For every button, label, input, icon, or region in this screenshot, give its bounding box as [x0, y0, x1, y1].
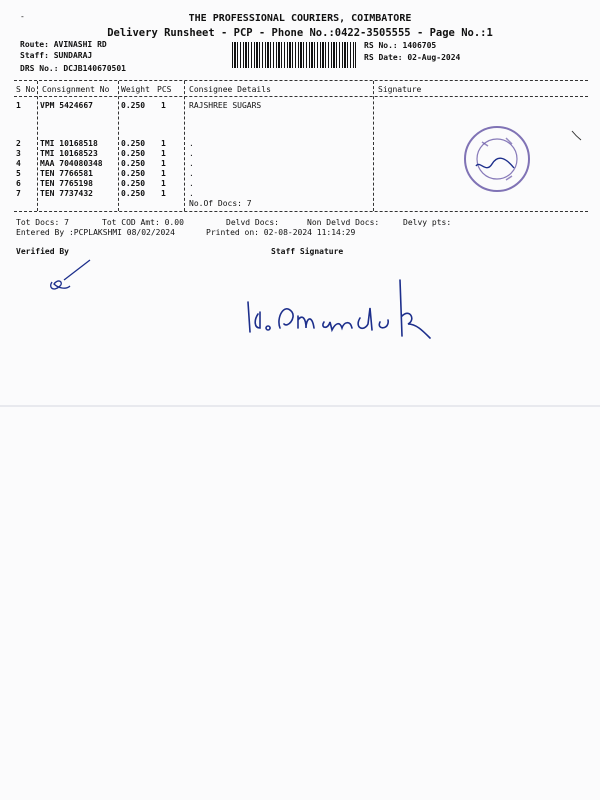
table-cell-weight: 0.250 [121, 139, 146, 148]
col-divider [37, 81, 38, 211]
pcs-column [161, 139, 166, 199]
table-cell-pcs: 1 [161, 149, 166, 158]
col-divider [184, 81, 185, 211]
sno-column [16, 139, 21, 199]
consignment-column [40, 139, 103, 199]
drs-number: DRS No.: DCJB140670501 [20, 64, 126, 73]
table-cell-pcs: 1 [161, 169, 166, 178]
table-cell-consignee: . [189, 189, 194, 198]
staff-label: Staff: SUNDARAJ [20, 51, 93, 60]
delivered-docs: Delvd Docs: [226, 218, 279, 227]
scan-artifact [0, 405, 600, 407]
table-cell-consignment: TEN 7737432 [40, 189, 93, 198]
header-signature: Signature [378, 85, 422, 94]
table-cell-consignment: TMI 10168518 [40, 139, 98, 148]
verified-by-label: Verified By [16, 247, 69, 256]
route-label: Route: AVINASHI RD [20, 40, 107, 49]
table-cell-pcs: 1 [161, 139, 166, 148]
table-top-rule [14, 80, 588, 81]
table-cell-consignee: RAJSHREE SUGARS [189, 101, 262, 110]
company-stamp [462, 124, 532, 194]
col-divider [373, 81, 374, 211]
table-cell-pcs: 1 [161, 189, 166, 198]
table-cell-pcs: 1 [161, 101, 166, 110]
pen-tick-mark [570, 128, 584, 142]
no-of-docs: No.Of Docs: 7 [189, 199, 252, 208]
table-cell-sno: 6 [16, 179, 21, 188]
table-cell-consignee: . [189, 149, 194, 158]
table-cell-consignee: . [189, 139, 194, 148]
rs-date: RS Date: 02-Aug-2024 [364, 53, 461, 62]
weight-column [121, 139, 145, 199]
staff-signature-mark [240, 272, 440, 352]
table-cell-consignment: TEN 7765198 [40, 179, 93, 188]
staff-signature-label: Staff Signature [271, 247, 344, 256]
table-cell-weight: 0.250 [121, 189, 146, 198]
tot-cod-amount: Tot COD Amt: 0.00 [102, 218, 184, 227]
table-cell-pcs: 1 [161, 159, 166, 168]
delivery-points: Delvy pts: [403, 218, 452, 227]
non-delivered-docs: Non Delvd Docs: [307, 218, 380, 227]
table-cell-consignment: MAA 704080348 [40, 159, 103, 168]
header-consignee: Consignee Details [189, 85, 271, 94]
header-weight: Weight [121, 85, 150, 94]
verifier-initial-mark [44, 258, 96, 298]
company-title: THE PROFESSIONAL COURIERS, COIMBATORE [188, 13, 412, 24]
table-cell-consignment: TEN 7766581 [40, 169, 93, 178]
runsheet-subtitle: Delivery Runsheet - PCP - Phone No.:0422-3505555 - Page No.:1 [107, 27, 493, 39]
table-cell-weight: 0.250 [121, 159, 146, 168]
table-cell-sno: 5 [16, 169, 21, 178]
barcode [232, 42, 356, 68]
printed-on: Printed on: 02-08-2024 11:14:29 [206, 228, 356, 237]
table-cell-pcs: 1 [161, 179, 166, 188]
table-cell-weight: 0.250 [121, 169, 146, 178]
header-sno: S No [16, 85, 36, 94]
table-cell-consignee: . [189, 169, 194, 178]
tot-docs: Tot Docs: 7 [16, 218, 69, 227]
table-cell-consignee: . [189, 179, 194, 188]
table-cell-sno: 2 [16, 139, 21, 148]
table-cell-sno: 7 [16, 189, 21, 198]
table-cell-weight: 0.250 [121, 101, 146, 110]
table-cell-consignment: VPM 5424667 [40, 101, 93, 110]
table-cell-weight: 0.250 [121, 149, 146, 158]
table-cell-consignee: . [189, 159, 194, 168]
table-cell-weight: 0.250 [121, 179, 146, 188]
header-consignment: Consignment No [42, 85, 110, 94]
table-cell-sno: 3 [16, 149, 21, 158]
col-divider [118, 81, 119, 211]
rs-number: RS No.: 1406705 [364, 41, 437, 50]
header-pcs: PCS [157, 85, 172, 94]
table-cell-sno: 4 [16, 159, 21, 168]
table-cell-consignment: TMI 10168523 [40, 149, 98, 158]
table-bottom-rule [14, 211, 588, 212]
consignee-column [189, 139, 194, 199]
table-header-rule [14, 96, 588, 97]
table-cell-sno: 1 [16, 101, 21, 110]
corner-mark: - [20, 12, 25, 21]
entered-by: Entered By :PCPLAKSHMI 08/02/2024 [16, 228, 175, 237]
